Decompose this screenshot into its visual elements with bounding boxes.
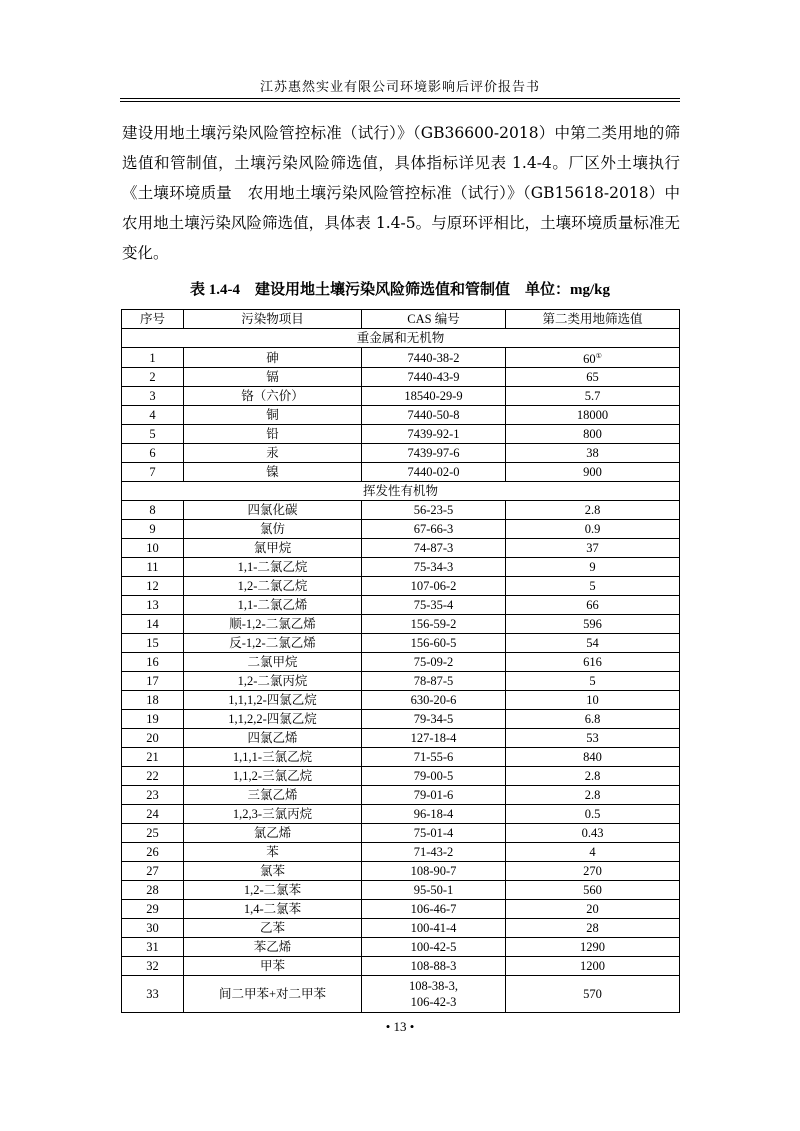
cell-serial: 25 (122, 824, 184, 843)
table-body (122, 329, 680, 1013)
cell-pollutant: 氯仿 (184, 520, 362, 539)
cell-value: 66 (506, 596, 680, 615)
cell-pollutant: 1,1,2,2-四氯乙烷 (184, 710, 362, 729)
cell-value: 9 (506, 558, 680, 577)
group-heading: 重金属和无机物 (122, 329, 680, 348)
table-row (122, 406, 680, 425)
table-row (122, 348, 680, 368)
standards-table (121, 309, 680, 1013)
table-row (122, 596, 680, 615)
table-row (122, 862, 680, 881)
table-row (122, 824, 680, 843)
table-row (122, 425, 680, 444)
cell-cas: 7440-02-0 (362, 463, 506, 482)
cell-cas: 67-66-3 (362, 520, 506, 539)
table-row (122, 881, 680, 900)
cell-cas: 7440-38-2 (362, 348, 506, 368)
cell-cas: 71-55-6 (362, 748, 506, 767)
cell-cas: 7439-92-1 (362, 425, 506, 444)
cell-value: 270 (506, 862, 680, 881)
cell-cas: 108-88-3 (362, 957, 506, 976)
cell-serial: 16 (122, 653, 184, 672)
table-row (122, 368, 680, 387)
cell-value: 54 (506, 634, 680, 653)
cell-pollutant: 1,1,2-三氯乙烷 (184, 767, 362, 786)
cell-cas: 18540-29-9 (362, 387, 506, 406)
cell-pollutant: 铜 (184, 406, 362, 425)
cell-serial: 22 (122, 767, 184, 786)
cell-serial: 1 (122, 348, 184, 368)
cell-pollutant: 氯苯 (184, 862, 362, 881)
cell-cas: 106-46-7 (362, 900, 506, 919)
group-row (122, 482, 680, 501)
cell-serial: 26 (122, 843, 184, 862)
cell-serial: 15 (122, 634, 184, 653)
table-header-row (122, 310, 680, 329)
cell-cas: 79-34-5 (362, 710, 506, 729)
value-text: 60 (583, 352, 596, 367)
cell-value: 4 (506, 843, 680, 862)
cell-cas: 78-87-5 (362, 672, 506, 691)
cell-serial: 19 (122, 710, 184, 729)
cell-cas: 156-60-5 (362, 634, 506, 653)
cell-value: 0.5 (506, 805, 680, 824)
table-caption: 表 1.4-4 建设用地土壤污染风险筛选值和管制值 单位：mg/kg (189, 282, 610, 298)
cell-pollutant: 1,2-二氯苯 (184, 881, 362, 900)
cell-serial: 12 (122, 577, 184, 596)
cell-value: 38 (506, 444, 680, 463)
cell-cas: 127-18-4 (362, 729, 506, 748)
cell-value: 2.8 (506, 501, 680, 520)
cell-serial: 21 (122, 748, 184, 767)
cell-cas: 75-34-3 (362, 558, 506, 577)
header-cas: CAS 编号 (362, 310, 506, 329)
cell-pollutant: 1,2,3-三氯丙烷 (184, 805, 362, 824)
cell-cas: 79-01-6 (362, 786, 506, 805)
cell-value: 28 (506, 919, 680, 938)
table-row (122, 672, 680, 691)
cell-serial: 6 (122, 444, 184, 463)
cell-value: 616 (506, 653, 680, 672)
cell-pollutant: 1,1-二氯乙烷 (184, 558, 362, 577)
cell-value: 18000 (506, 406, 680, 425)
header-pollutant: 污染物项目 (184, 310, 362, 329)
cell-cas: 75-09-2 (362, 653, 506, 672)
cell-pollutant: 四氯化碳 (184, 501, 362, 520)
cell-serial: 24 (122, 805, 184, 824)
cell-pollutant: 乙苯 (184, 919, 362, 938)
cell-pollutant: 四氯乙烯 (184, 729, 362, 748)
cell-pollutant: 三氯乙烯 (184, 786, 362, 805)
table-row (122, 729, 680, 748)
cell-serial: 28 (122, 881, 184, 900)
page-header: 江苏惠然实业有限公司环境影响后评价报告书 (259, 80, 540, 95)
cell-cas: 95-50-1 (362, 881, 506, 900)
cell-cas: 108-38-3, 106-42-3 (362, 976, 506, 1013)
cell-pollutant: 1,2-二氯乙烷 (184, 577, 362, 596)
cell-serial: 23 (122, 786, 184, 805)
cell-serial: 20 (122, 729, 184, 748)
table-row (122, 558, 680, 577)
table-row (122, 387, 680, 406)
cell-cas: 71-43-2 (362, 843, 506, 862)
cell-pollutant: 1,1,1-三氯乙烷 (184, 748, 362, 767)
cell-pollutant: 铅 (184, 425, 362, 444)
cell-pollutant: 1,4-二氯苯 (184, 900, 362, 919)
cell-cas: 75-35-4 (362, 596, 506, 615)
cell-value: 20 (506, 900, 680, 919)
table-row (122, 444, 680, 463)
cell-pollutant: 甲苯 (184, 957, 362, 976)
table-row (122, 843, 680, 862)
table-row (122, 938, 680, 957)
cell-serial: 10 (122, 539, 184, 558)
footnote-marker: ① (595, 352, 602, 360)
cell-pollutant: 1,2-二氯丙烷 (184, 672, 362, 691)
cell-value: 1200 (506, 957, 680, 976)
cell-pollutant: 汞 (184, 444, 362, 463)
cell-serial: 32 (122, 957, 184, 976)
cell-value: 5 (506, 672, 680, 691)
cell-value: 37 (506, 539, 680, 558)
cell-serial: 5 (122, 425, 184, 444)
cell-pollutant: 铬（六价） (184, 387, 362, 406)
cell-serial: 9 (122, 520, 184, 539)
cell-value: 2.8 (506, 786, 680, 805)
table-row (122, 919, 680, 938)
cell-cas: 96-18-4 (362, 805, 506, 824)
cell-cas: 74-87-3 (362, 539, 506, 558)
cell-serial: 31 (122, 938, 184, 957)
cell-value: 800 (506, 425, 680, 444)
cell-value: 596 (506, 615, 680, 634)
cell-pollutant: 苯 (184, 843, 362, 862)
cell-serial: 27 (122, 862, 184, 881)
cell-serial: 18 (122, 691, 184, 710)
cell-cas: 7440-50-8 (362, 406, 506, 425)
table-row (122, 957, 680, 976)
cell-value: 1290 (506, 938, 680, 957)
cell-pollutant: 氯乙烯 (184, 824, 362, 843)
cell-pollutant: 镍 (184, 463, 362, 482)
table-row (122, 577, 680, 596)
table-row (122, 976, 680, 1013)
cell-serial: 4 (122, 406, 184, 425)
cell-pollutant: 镉 (184, 368, 362, 387)
cell-value: 5 (506, 577, 680, 596)
cell-serial: 29 (122, 900, 184, 919)
cell-cas: 108-90-7 (362, 862, 506, 881)
cell-cas: 7439-97-6 (362, 444, 506, 463)
table-row (122, 691, 680, 710)
cell-value: 840 (506, 748, 680, 767)
table-row (122, 615, 680, 634)
cell-cas: 107-06-2 (362, 577, 506, 596)
header-serial: 序号 (122, 310, 184, 329)
cell-value: 0.43 (506, 824, 680, 843)
table-row (122, 463, 680, 482)
cell-cas: 100-41-4 (362, 919, 506, 938)
cell-serial: 30 (122, 919, 184, 938)
cell-serial: 14 (122, 615, 184, 634)
cell-serial: 3 (122, 387, 184, 406)
cell-value: 65 (506, 368, 680, 387)
cell-pollutant: 氯甲烷 (184, 539, 362, 558)
header-rule (120, 98, 680, 102)
table-row (122, 653, 680, 672)
cell-serial: 17 (122, 672, 184, 691)
cell-pollutant: 顺-1,2-二氯乙烯 (184, 615, 362, 634)
cell-pollutant: 二氯甲烷 (184, 653, 362, 672)
cell-value: 560 (506, 881, 680, 900)
table-row (122, 634, 680, 653)
cell-pollutant: 间二甲苯+对二甲苯 (184, 976, 362, 1013)
cell-serial: 2 (122, 368, 184, 387)
cell-cas: 79-00-5 (362, 767, 506, 786)
cell-cas: 7440-43-9 (362, 368, 506, 387)
cell-value: 6.8 (506, 710, 680, 729)
cell-cas: 56-23-5 (362, 501, 506, 520)
table-row (122, 539, 680, 558)
cell-pollutant: 苯乙烯 (184, 938, 362, 957)
cell-pollutant: 反-1,2-二氯乙烯 (184, 634, 362, 653)
cell-value: 5.7 (506, 387, 680, 406)
cell-serial: 7 (122, 463, 184, 482)
cell-serial: 8 (122, 501, 184, 520)
cell-pollutant: 1,1-二氯乙烯 (184, 596, 362, 615)
table-row (122, 520, 680, 539)
cell-value: 10 (506, 691, 680, 710)
table-row (122, 710, 680, 729)
cell-value: 570 (506, 976, 680, 1013)
cell-value: 0.9 (506, 520, 680, 539)
table-row (122, 767, 680, 786)
group-heading: 挥发性有机物 (122, 482, 680, 501)
table-row (122, 786, 680, 805)
cell-serial: 11 (122, 558, 184, 577)
cell-value: 2.8 (506, 767, 680, 786)
cell-value: 53 (506, 729, 680, 748)
body-paragraph: 建设用地土壤污染风险管控标准（试行）》（GB36600-2018）中第二类用地的筛选值和管制值，土壤污染风险筛选值，具体指标详见表 1.4-4。厂区外土壤执行《土壤环境质量 农用地土壤污染风险管控标准（试行）》（GB15618-2018）中农用地土壤污染风险筛选值，具体表 1.4-5。与原环评相比，土壤环境质量标准无变化。 (122, 124, 680, 262)
header-screening-value: 第二类用地筛选值 (506, 310, 680, 329)
cell-pollutant: 砷 (184, 348, 362, 368)
cell-pollutant: 1,1,1,2-四氯乙烷 (184, 691, 362, 710)
cell-serial: 13 (122, 596, 184, 615)
table-row (122, 805, 680, 824)
table-row (122, 900, 680, 919)
cell-cas: 75-01-4 (362, 824, 506, 843)
cell-value (506, 348, 680, 368)
table-row (122, 748, 680, 767)
cell-cas: 156-59-2 (362, 615, 506, 634)
cell-cas: 630-20-6 (362, 691, 506, 710)
page-number: • 13 • (385, 1019, 415, 1034)
table-row (122, 501, 680, 520)
group-row (122, 329, 680, 348)
cell-value: 900 (506, 463, 680, 482)
cell-cas: 100-42-5 (362, 938, 506, 957)
cell-serial: 33 (122, 976, 184, 1013)
